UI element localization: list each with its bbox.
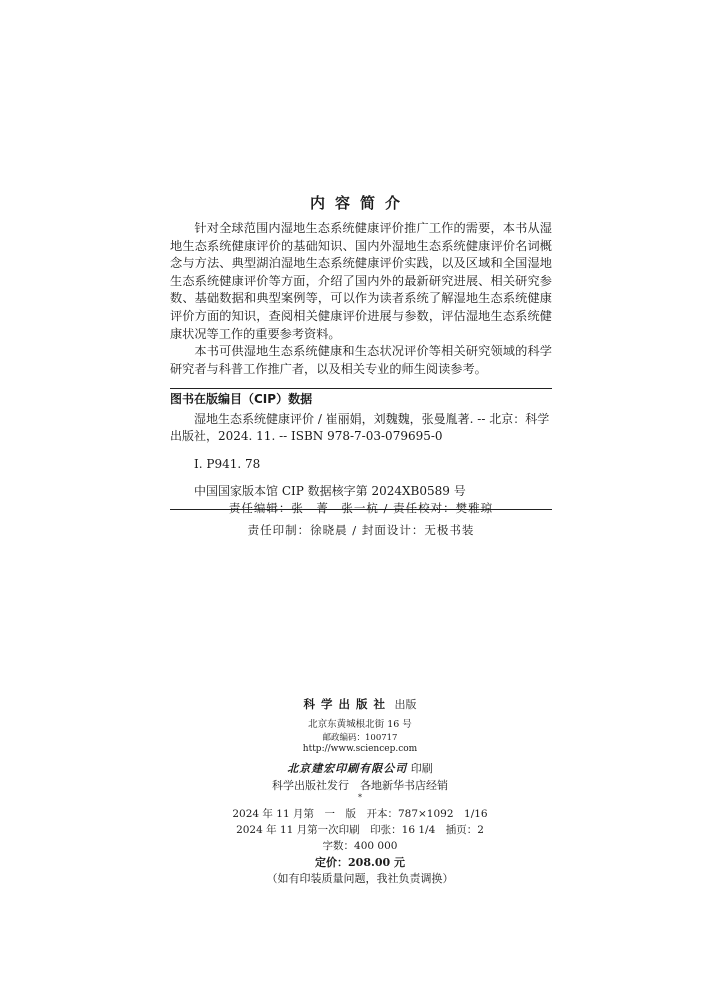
intro-text	[170, 220, 552, 378]
publisher-postcode: 邮政编码：100717	[322, 733, 398, 743]
price: 定价：208.00 元	[315, 856, 405, 869]
publisher-address: 北京东黄城根北街 16 号	[308, 719, 412, 730]
cip-number: 中国国家版本馆 CIP 数据核字第 2024XB0589 号	[194, 484, 466, 498]
word-count: 字数：400 000	[322, 840, 398, 852]
edition-line-2: 2024 年 11 月第一次印刷 印张：16 1/4 插页：2	[236, 824, 484, 836]
intro-paragraph-2: 本书可供湿地生态系统健康和生态状况评价等相关研究领域的科学研究者与科普工作推广者，以及相关专业的师生阅读参考。	[170, 344, 552, 376]
credits-production: 责任印制：徐晓晨 / 封面设计：无极书装	[247, 523, 475, 537]
quality-note: （如有印装质量问题，我社负责调换）	[266, 872, 454, 885]
distribution-line: 科学出版社发行 各地新华书店经销	[272, 779, 448, 792]
printer-line	[0, 760, 720, 776]
printer-suffix: 印刷	[410, 762, 433, 775]
publisher-line	[0, 696, 720, 712]
edition-line-1: 2024 年 11 月第 一 版 开本：787×1092 1/16	[232, 808, 488, 820]
cip-data-block	[170, 388, 552, 510]
printer-name: 北京建宏印刷有限公司	[287, 762, 408, 775]
separator-mark: *	[358, 793, 362, 802]
credits-editors: 责任编辑：张 菁 张一杭 / 责任校对：樊雅琼	[228, 501, 494, 515]
intro-paragraph-1: 针对全球范围内湿地生态系统健康评价推广工作的需要，本书从湿地生态系统健康评价的基础知识、国内外湿地生态系统健康评价名词概念与方法、典型湖泊湿地生态系统健康评价实践，以及区域和全国湿地生态系统健康评价等方面，介绍了国内外的最新研究进展、相关研究参数、基础数据和典型案例等，可以作为读者系统了解湿地生态系统健康评价方面的知识，查阅相关健康评价进展与参数，评估湿地生态系统健康状况等工作的重要参考资料。	[170, 221, 552, 341]
publisher-name: 科学出版社	[303, 697, 391, 711]
cip-classification: Ⅰ. P941. 78	[194, 456, 261, 471]
publisher-url: http://www.sciencep.com	[302, 744, 418, 754]
cip-heading: 图书在版编目（CIP）数据	[170, 392, 313, 406]
publisher-suffix: 出版	[394, 698, 417, 711]
cip-record: 湿地生态系统健康评价 / 崔丽娟，刘魏魏，张曼胤著. -- 北京：科学出版社，2024. 11. -- ISBN 978-7-03-079695-0	[170, 411, 550, 443]
intro-title: 内容简介	[309, 194, 410, 212]
